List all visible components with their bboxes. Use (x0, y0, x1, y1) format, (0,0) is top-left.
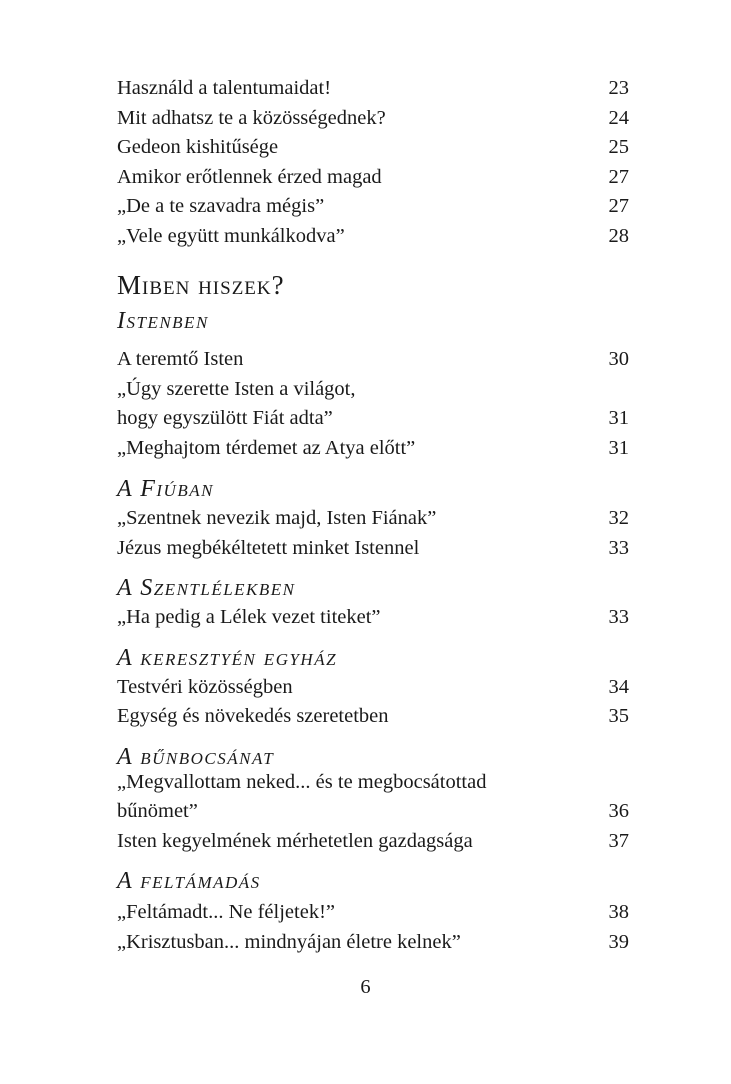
subsection-heading: A feltámadás (117, 868, 261, 894)
entry-title: A teremtő Isten (117, 348, 244, 370)
table-of-contents (117, 74, 629, 957)
subsection-heading: A bűnbocsánat (117, 743, 275, 770)
entry-title: Gedeon kishitűsége (117, 136, 279, 158)
entry-title-line: bűnömet” (117, 800, 198, 822)
entry-title-line: „Megvallottam neked... és te megbocsátottad (117, 770, 487, 793)
entry-title (117, 375, 356, 434)
entry-title (117, 768, 486, 827)
toc-entry (117, 192, 629, 222)
entry-title: „De a te szavadra mégis” (117, 195, 325, 217)
subsection-heading: Istenben (117, 308, 209, 334)
toc-entry (117, 898, 629, 928)
entry-page-number: 33 (608, 606, 629, 628)
toc-entry (117, 504, 629, 534)
entry-page-number: 32 (608, 507, 629, 529)
entry-title: Használd a talentumaidat! (117, 77, 332, 99)
entry-title: „Krisztusban... mindnyájan életre kelnek” (117, 930, 461, 953)
entry-title: Jézus megbékéltetett minket Istennel (117, 536, 420, 559)
entry-title: „Feltámadt... Ne féljetek!” (117, 901, 335, 923)
toc-entry (117, 603, 629, 633)
entry-page-number: 31 (608, 407, 629, 429)
entry-page-number: 23 (608, 77, 629, 99)
entry-page-number: 39 (608, 930, 629, 953)
toc-entry (117, 768, 629, 827)
entry-page-number: 33 (608, 536, 629, 559)
entry-title: Mit adhatsz te a közösségednek? (117, 106, 386, 129)
entry-page-number: 34 (608, 675, 629, 698)
entry-page-number: 27 (608, 195, 629, 217)
entry-title: Isten kegyelmének mérhetetlen gazdagsága (117, 829, 473, 852)
entry-page-number: 24 (608, 106, 629, 129)
entry-page-number: 35 (608, 705, 629, 727)
entry-title: Testvéri közösségben (117, 675, 293, 698)
toc-entry (117, 74, 629, 104)
entry-title: „Meghajtom térdemet az Atya előtt” (117, 436, 416, 459)
entry-page-number: 30 (608, 348, 629, 370)
entry-title-line: hogy egyszülött Fiát adta” (117, 407, 333, 429)
toc-entry (117, 133, 629, 163)
subsection-heading: A keresztyén egyház (117, 644, 338, 671)
entry-page-number: 37 (608, 829, 629, 852)
entry-page-number: 31 (608, 436, 629, 459)
toc-entry (117, 702, 629, 732)
entry-title-line: „Úgy szerette Isten a világot, (117, 377, 356, 400)
entry-title: „Szentnek nevezik majd, Isten Fiának” (117, 507, 437, 529)
page-number: 6 (360, 976, 371, 998)
subsection-heading: A Fiúban (117, 476, 214, 502)
entry-page-number: 27 (608, 165, 629, 188)
section-heading: Miben hiszek? (117, 270, 285, 300)
entry-title: Egység és növekedés szeretetben (117, 705, 389, 727)
entry-page-number: 25 (608, 136, 629, 158)
subsection-heading: A Szentlélekben (117, 575, 296, 601)
toc-entry (117, 375, 629, 434)
toc-entry (117, 827, 629, 857)
toc-entry (117, 163, 629, 193)
entry-page-number: 38 (608, 901, 629, 923)
entry-title: „Vele együtt munkálkodva” (117, 224, 345, 247)
toc-entry (117, 434, 629, 464)
toc-entry (117, 345, 629, 375)
toc-entry (117, 222, 629, 252)
toc-entry (117, 534, 629, 564)
entry-title: Amikor erőtlennek érzed magad (117, 165, 382, 188)
entry-page-number: 28 (608, 224, 629, 247)
toc-entry (117, 928, 629, 958)
toc-entry (117, 104, 629, 134)
entry-page-number: 36 (608, 800, 629, 822)
entry-title: „Ha pedig a Lélek vezet titeket” (117, 606, 381, 628)
toc-entry (117, 673, 629, 703)
